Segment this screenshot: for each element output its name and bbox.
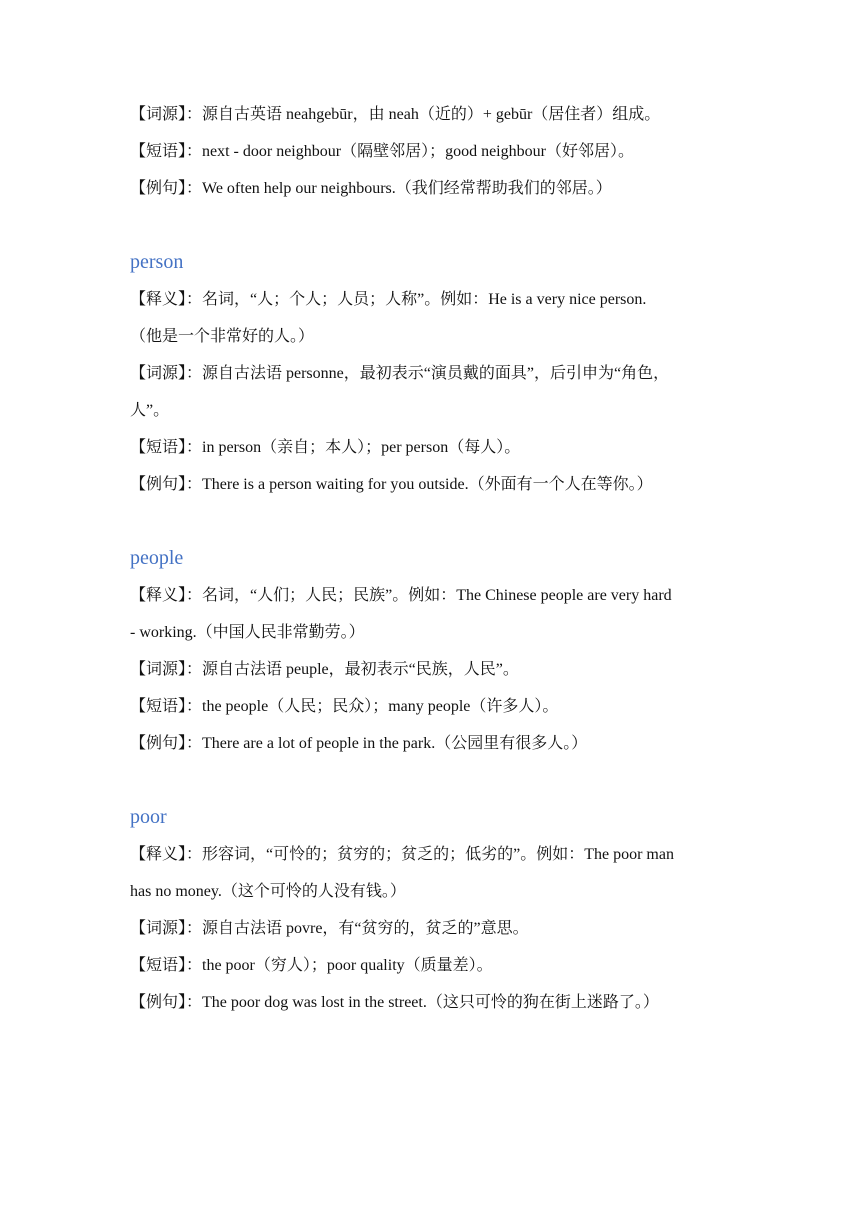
definition-line: 【释义】：形容词，“可怜的；贫穷的；贫乏的；低劣的”。例如：The poor man	[130, 846, 674, 863]
definition-line-cont: - working.（中国人民非常勤劳。）	[130, 624, 365, 641]
document-content	[130, 96, 740, 1021]
example-line: 【例句】：There are a lot of people in the park.（公园里有很多人。）	[130, 735, 588, 752]
etymology-line: 【词源】：源自古法语 povre，有“贫穷的，贫乏的”意思。	[130, 920, 529, 937]
etymology-line: 【词源】：源自古法语 peuple，最初表示“民族，人民”。	[130, 661, 519, 678]
entry-spacer	[130, 207, 740, 244]
headword-person: person	[130, 251, 184, 273]
definition-line: 【释义】：名词，“人们；人民；民族”。例如：The Chinese people are very hard	[130, 587, 672, 604]
phrase-line: 【短语】：the poor（穷人）；poor quality（质量差）。	[130, 957, 493, 974]
headword-people: people	[130, 547, 184, 569]
entry-spacer	[130, 762, 740, 799]
entry-spacer	[130, 503, 740, 540]
headword-poor: poor	[130, 806, 167, 828]
phrase-line: 【短语】：next - door neighbour（隔壁邻居）；good neighbour（好邻居）。	[130, 143, 634, 160]
phrase-line: 【短语】：the people（人民；民众）；many people（许多人）。	[130, 698, 559, 715]
etymology-line-cont: 人”。	[130, 402, 170, 419]
phrase-line: 【短语】：in person（亲自；本人）；per person（每人）。	[130, 439, 521, 456]
example-line: 【例句】：We often help our neighbours.（我们经常帮助我们的邻居。）	[130, 180, 612, 197]
etymology-line: 【词源】：源自古英语 neahgebūr，由 neah（近的）+ gebūr（居住者）组成。	[130, 106, 661, 123]
example-line: 【例句】：The poor dog was lost in the street.（这只可怜的狗在街上迷路了。）	[130, 994, 659, 1011]
etymology-line: 【词源】：源自古法语 personne，最初表示“演员戴的面具”，后引申为“角色，	[130, 365, 670, 382]
definition-line: 【释义】：名词，“人；个人；人员；人称”。例如：He is a very nice person.	[130, 291, 647, 308]
example-line: 【例句】：There is a person waiting for you outside.（外面有一个人在等你。）	[130, 476, 653, 493]
definition-line-cont: （他是一个非常好的人。）	[130, 328, 315, 345]
definition-line-cont: has no money.（这个可怜的人没有钱。）	[130, 883, 406, 900]
